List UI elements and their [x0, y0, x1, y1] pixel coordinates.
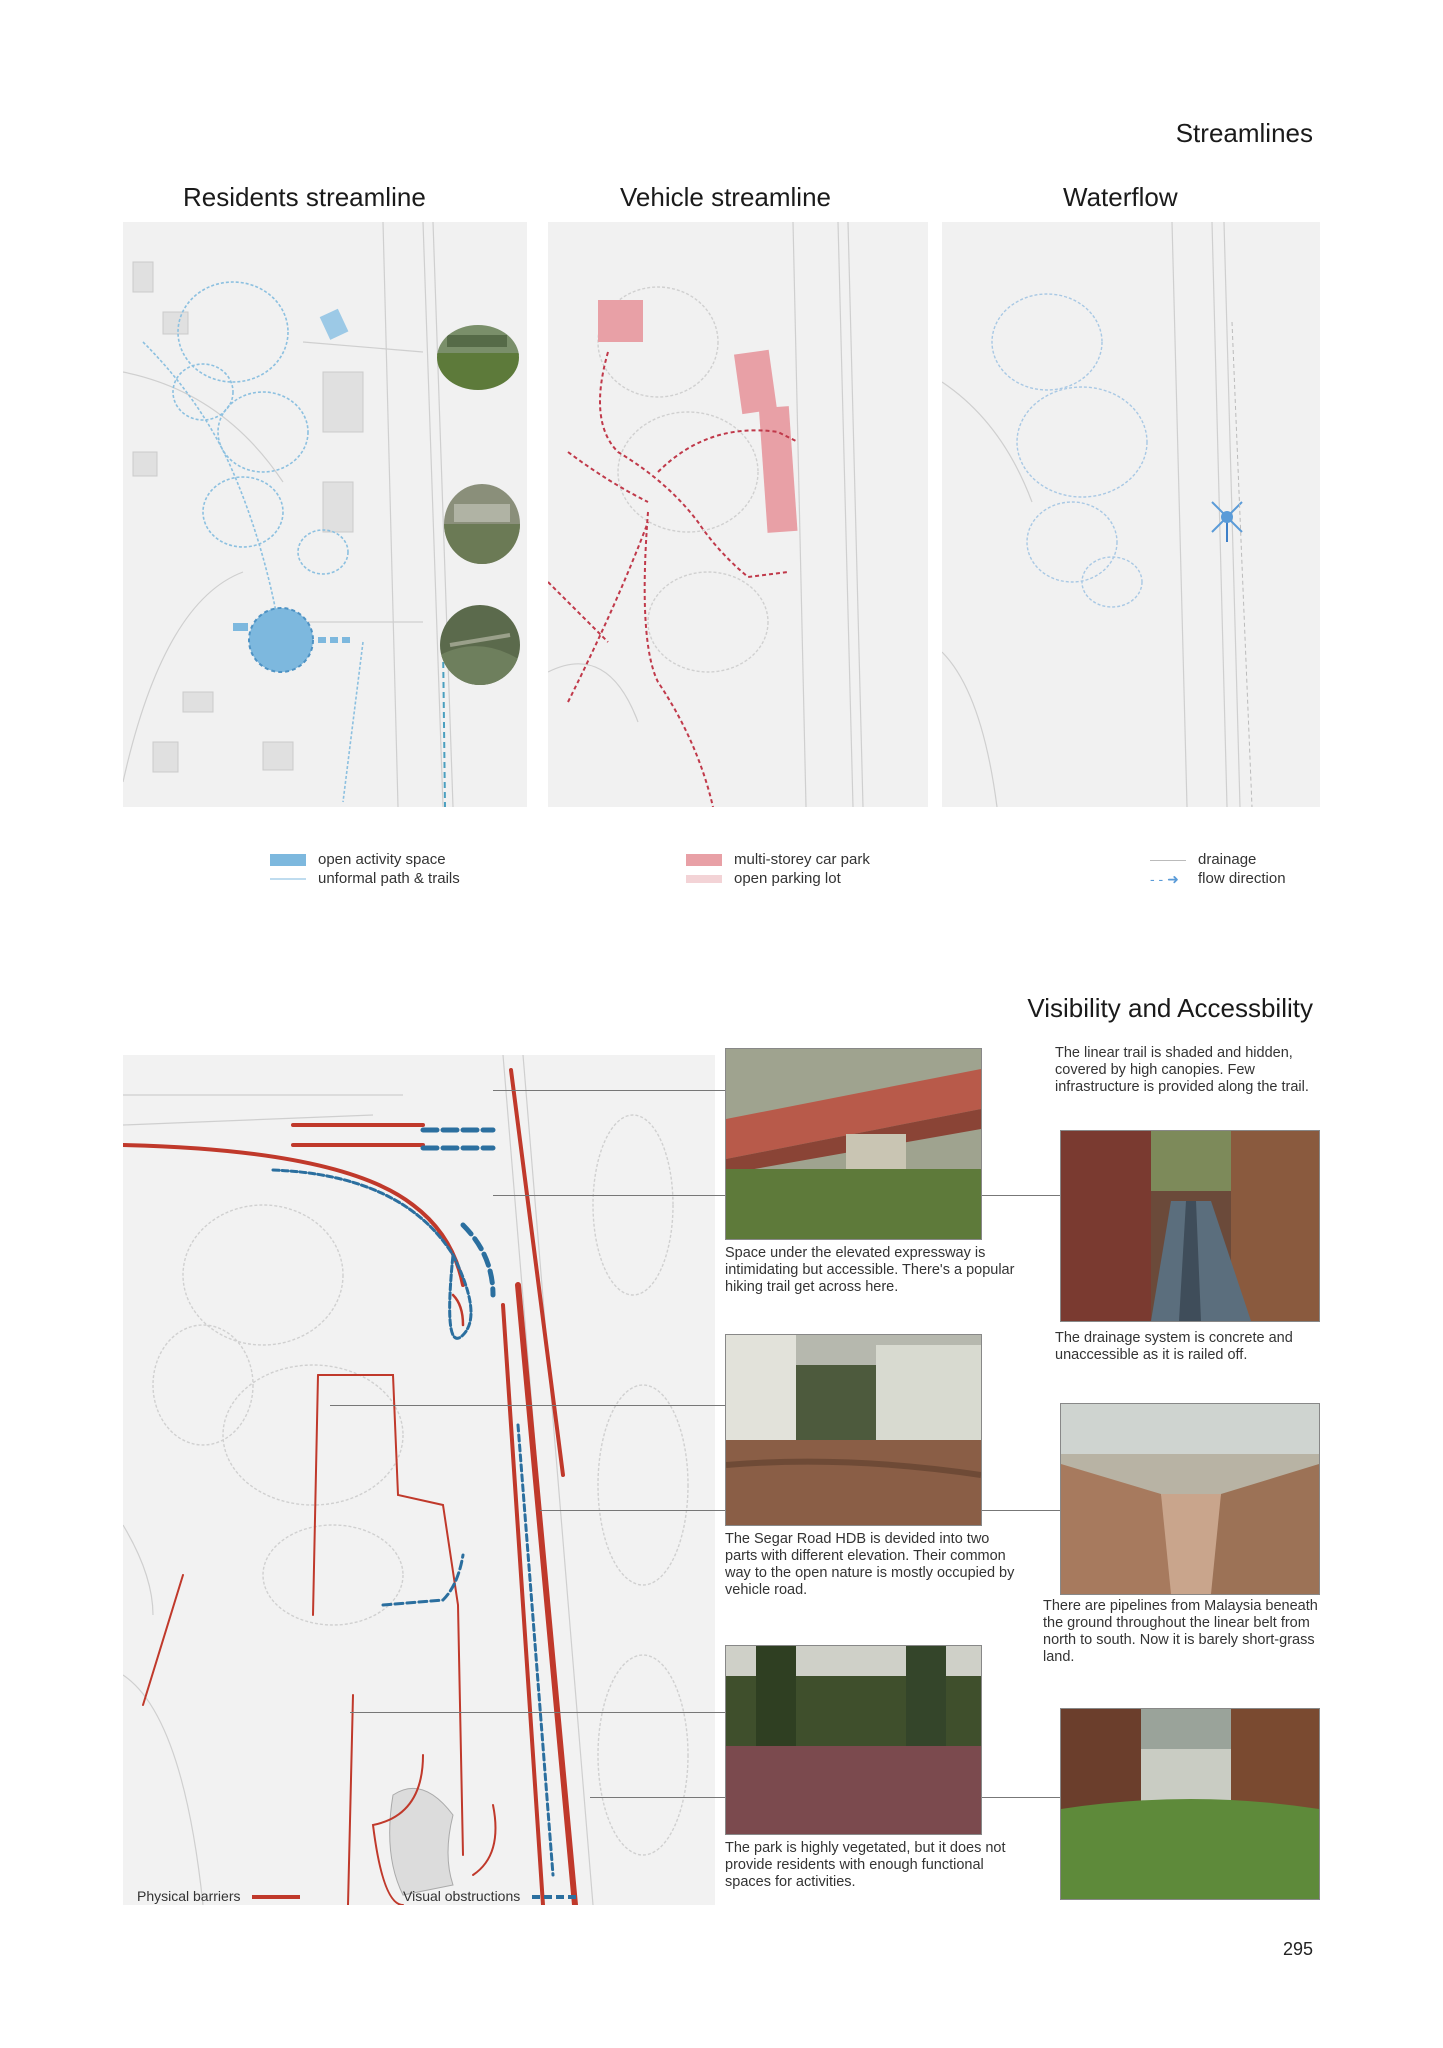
caption-pipelines: There are pipelines from Malaysia beneath the ground throughout the linear belt from north to south. Now it is barely short-grass land.: [1043, 1598, 1318, 1665]
legend-multi-storey-car-park: [686, 851, 870, 869]
legend-flow-direction: [1150, 870, 1286, 888]
photo-hdb: [725, 1334, 982, 1526]
legend-label: unformal path & trails: [318, 870, 460, 887]
legend-drainage: [1150, 851, 1256, 869]
vehicle-streamline-map: [548, 222, 928, 807]
legend-label: open activity space: [318, 851, 446, 868]
site-photo-circle-2: [444, 484, 520, 564]
photo-expressway: [725, 1048, 982, 1240]
leader-line: [980, 1195, 1060, 1196]
panel-title-waterflow: Waterflow: [1063, 182, 1178, 212]
legend-open-parking-lot: [686, 870, 841, 888]
legend-visual-obstructions: [403, 1887, 580, 1905]
caption-linear-trail: The linear trail is shaded and hidden, covered by high canopies. Few infrastructure is provided along the trail.: [1055, 1045, 1309, 1095]
legend-label: Physical barriers: [137, 1888, 241, 1904]
panel-title-residents: Residents streamline: [183, 182, 426, 212]
legend-physical-barriers: [137, 1887, 300, 1905]
caption-expressway: Space under the elevated expressway is intimidating but accessible. There's a popular hiking trail get across here.: [725, 1245, 1015, 1295]
leader-line: [350, 1712, 725, 1713]
visibility-map: [123, 1055, 715, 1905]
pink-light-swatch-icon: [686, 875, 722, 883]
site-photo-circle-1: [437, 325, 519, 390]
legend-label: multi-storey car park: [734, 851, 870, 868]
legend-open-activity-space: [270, 851, 446, 869]
blue-dash-line-icon: [532, 1895, 580, 1899]
drainage-line-icon: [1150, 860, 1186, 861]
site-photo-circle-3: [440, 605, 520, 685]
caption-drainage: The drainage system is concrete and unaccessible as it is railed off.: [1055, 1330, 1293, 1363]
leader-line: [493, 1195, 725, 1196]
blue-swatch-icon: [270, 854, 306, 866]
section-title-streamlines: Streamlines: [1175, 118, 1313, 148]
page-number: 295: [1282, 1939, 1313, 1959]
section-title-visibility: Visibility and Accessbility: [1027, 993, 1313, 1023]
photo-drainage: [1060, 1403, 1320, 1595]
photo-grass-belt: [1060, 1708, 1320, 1900]
caption-hdb: The Segar Road HDB is devided into two parts with different elevation. Their common way to the open nature is mostly occupied by vehicle road.: [725, 1531, 1015, 1598]
red-line-icon: [252, 1895, 300, 1899]
leader-line: [330, 1405, 725, 1406]
legend-label: open parking lot: [734, 870, 841, 887]
photo-park: [725, 1645, 982, 1835]
arrow-right-icon: - - ➜: [1150, 871, 1179, 888]
legend-label: Visual obstructions: [403, 1888, 521, 1904]
legend-label: flow direction: [1198, 870, 1286, 887]
leader-line: [493, 1090, 725, 1091]
caption-park: The park is highly vegetated, but it does not provide residents with enough functional spaces for activities.: [725, 1840, 1006, 1890]
panel-title-vehicle: Vehicle streamline: [620, 182, 831, 212]
legend-informal-path: [270, 870, 460, 888]
pink-swatch-icon: [686, 854, 722, 866]
blue-dash-swatch-icon: [270, 878, 306, 880]
legend-label: drainage: [1198, 851, 1257, 868]
waterflow-map: [942, 222, 1320, 807]
photo-linear-trail: [1060, 1130, 1320, 1322]
